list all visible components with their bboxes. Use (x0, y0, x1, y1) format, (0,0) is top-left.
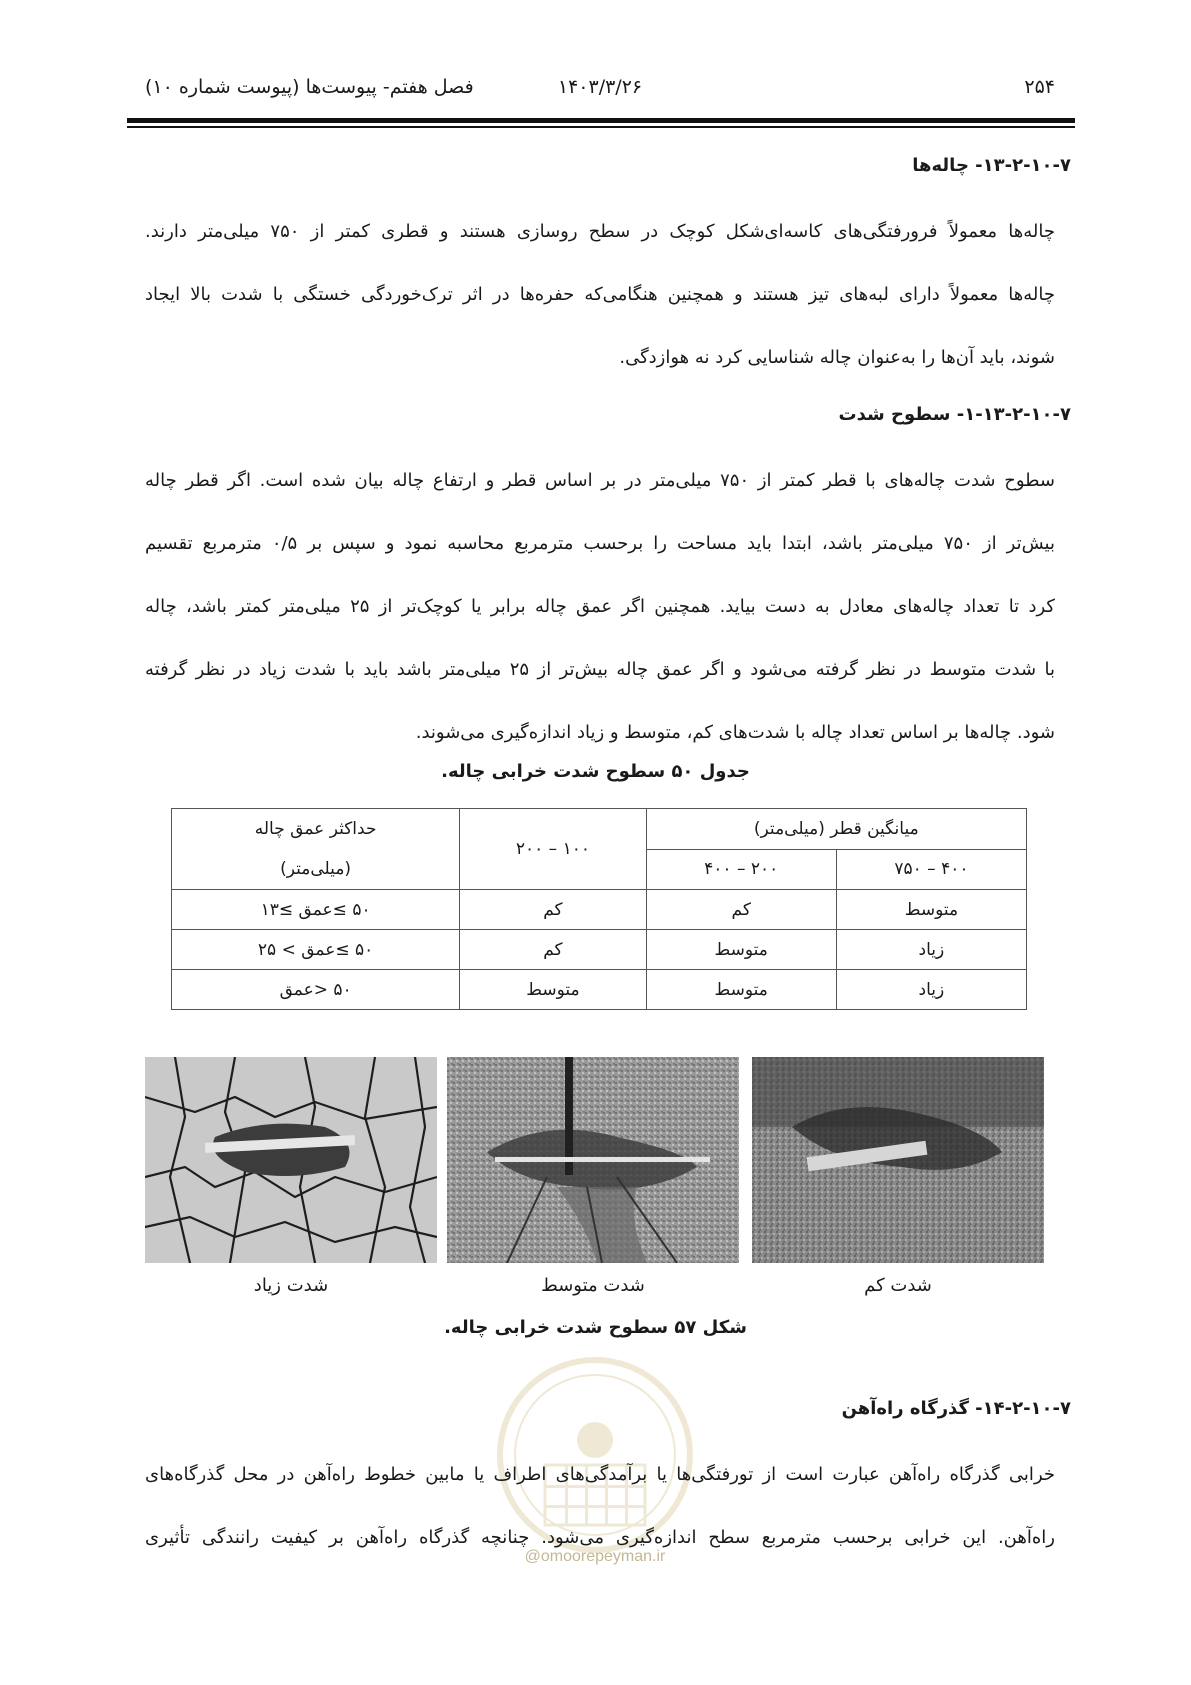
header-max-depth (172, 809, 460, 890)
paragraph-line: خرابی گذرگاه راه‌آهن عبارت است از تورفتگی‌ها یا برآمدگی‌های اطراف یا مابین خطوط راه‌آهن در محل گذرگاه‌های (145, 1464, 1055, 1485)
table-cell-depth: ۵۰ ≥عمق > ۲۵ (172, 930, 460, 970)
table-header-row (172, 809, 1027, 850)
photo-high-severity (145, 1057, 437, 1263)
paragraph-line: شود. چاله‌ها بر اساس تعداد چاله با شدت‌های کم، متوسط و زیاد اندازه‌گیری می‌شوند. (415, 722, 1055, 743)
table-row (172, 970, 1027, 1010)
label-medium-severity: شدت متوسط (541, 1275, 645, 1296)
page-number: ۲۵۴ (1024, 76, 1055, 98)
paragraph-line: راه‌آهن. این خرابی برحسب مترمربع سطح اندازه‌گیری می‌شود. چنانچه گذرگاه راه‌آهن بر کیفیت رانندگی تأثیری (145, 1527, 1055, 1548)
table-cell: کم (460, 930, 646, 970)
table-cell: زیاد (836, 930, 1026, 970)
photo-medium-severity (447, 1057, 739, 1263)
page-header (145, 76, 1055, 106)
header-avg-diameter: میانگین قطر (میلی‌متر) (646, 809, 1026, 850)
table-cell: زیاد (836, 970, 1026, 1010)
paragraph-potholes (145, 200, 1055, 389)
paragraph-line: کرد تا تعداد چاله‌های معادل به دست بیاید. همچنین اگر عمق چاله برابر یا کوچک‌تر از ۲۵ میلی‌متر کمتر باشد، چاله (145, 596, 1055, 617)
paragraph-line: چاله‌ها معمولاً دارای لبه‌های تیز هستند و همچنین هنگامی‌که حفره‌ها در اثر ترک‌خوردگی خستگی با شدت بالا ایجاد (145, 284, 1055, 305)
header-col-200-400: ۲۰۰ – ۴۰۰ (646, 849, 836, 890)
header-col-400-750: ۴۰۰ – ۷۵۰ (836, 849, 1026, 890)
table-cell: متوسط (460, 970, 646, 1010)
header-rule-thin (127, 126, 1075, 128)
figure-caption: شکل ۵۷ سطوح شدت خرابی چاله. (444, 1317, 747, 1338)
label-low-severity: شدت کم (864, 1275, 932, 1296)
table-cell: متوسط (646, 970, 836, 1010)
table-cell-depth: ۵۰ <عمق (172, 970, 460, 1010)
table-row (172, 930, 1027, 970)
header-rule-thick (127, 118, 1075, 123)
table-cell-depth: ۵۰ ≥عمق ≥۱۳ (172, 890, 460, 930)
label-high-severity: شدت زیاد (253, 1275, 329, 1296)
section-heading-potholes: ۱۳-۲-۱۰-۷- چاله‌ها (912, 155, 1071, 176)
paragraph-line: با شدت متوسط در نظر گرفته می‌شود و اگر عمق چاله بیش‌تر از ۲۵ میلی‌متر باشد باید با شدت زیاد در نظر گرفته (145, 659, 1055, 680)
header-col-100-200: ۱۰۰ – ۲۰۰ (460, 809, 646, 890)
header-date: ۱۴۰۳/۳/۲۶ (557, 76, 643, 98)
table-cell: متوسط (646, 930, 836, 970)
paragraph-line: سطوح شدت چاله‌های با قطر کمتر از ۷۵۰ میلی‌متر در بر اساس قطر و ارتفاع چاله بیان شده است. اگر قطر چاله (145, 470, 1055, 491)
header-max-depth-line1: حداکثر عمق چاله (254, 819, 377, 839)
section-heading-railroad-crossing: ۱۴-۲-۱۰-۷- گذرگاه راه‌آهن (841, 1398, 1071, 1419)
paragraph-severity (145, 449, 1055, 764)
paragraph-line: چاله‌ها معمولاً فرورفتگی‌های کاسه‌ای‌شکل کوچک در سطح روسازی هستند و قطری کمتر از ۷۵۰ میلی‌متر دارند. (145, 221, 1055, 242)
section-heading-severity-levels: ۱-۱۳-۲-۱۰-۷- سطوح شدت (838, 404, 1071, 425)
table-cell: کم (460, 890, 646, 930)
paragraph-line: شوند، باید آن‌ها را به‌عنوان چاله شناسایی کرد نه هوازدگی. (619, 347, 1055, 368)
header-max-depth-line2: (میلی‌متر) (280, 859, 352, 879)
table-cell: کم (646, 890, 836, 930)
table-cell: متوسط (836, 890, 1026, 930)
paragraph-railroad (145, 1443, 1055, 1569)
table-caption: جدول ۵۰ سطوح شدت خرابی چاله. (441, 761, 750, 782)
chapter-title: فصل هفتم- پیوست‌ها (پیوست شماره ۱۰) (145, 76, 474, 98)
photo-low-severity (752, 1057, 1044, 1263)
watermark-text: @omoorepeyman.ir (524, 1548, 666, 1565)
severity-table (171, 808, 1027, 1010)
table-row (172, 890, 1027, 930)
paragraph-line: بیش‌تر از ۷۵۰ میلی‌متر باشد، ابتدا باید مساحت را برحسب مترمربع محاسبه نمود و سپس بر ۰/۵ مترمربع تقسیم (145, 533, 1055, 554)
